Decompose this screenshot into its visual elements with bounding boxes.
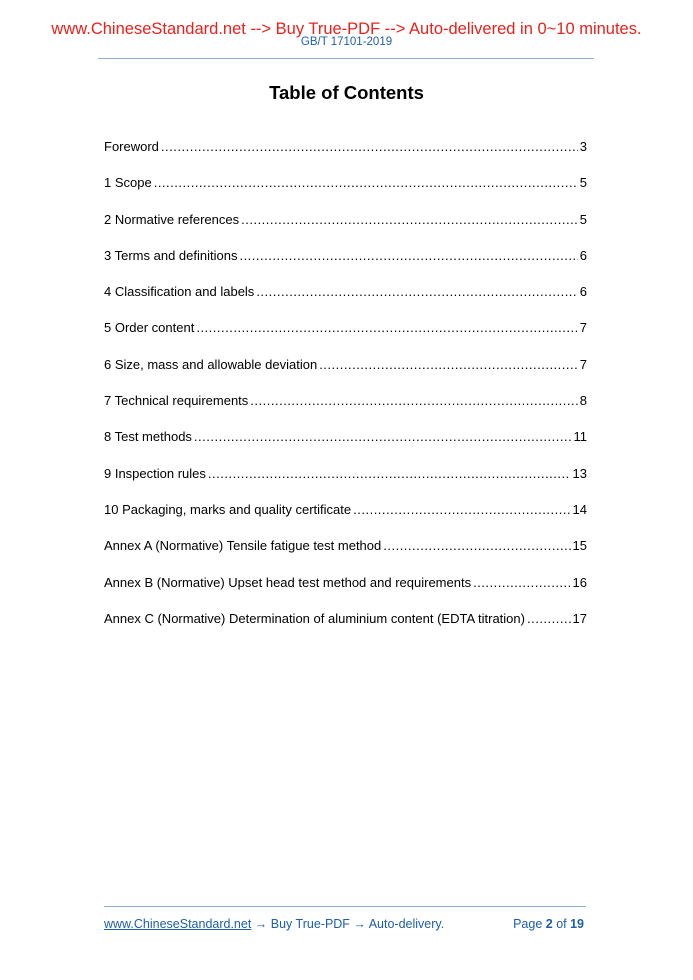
toc-entry-label: Annex C (Normative) Determination of aluminium content (EDTA titration) (104, 610, 525, 626)
toc-entry-page: 17 (572, 610, 587, 626)
toc-entry-page: 5 (579, 175, 587, 191)
toc-dot-leader (154, 174, 578, 192)
toc-dot-leader (256, 283, 577, 301)
toc-entry-packaging-marks-certificate[interactable] (104, 501, 587, 537)
toc-entry-label: 2 Normative references (104, 211, 240, 227)
toc-list (104, 138, 587, 646)
toc-entry-label: 1 Scope (104, 175, 152, 191)
header-divider (98, 58, 594, 59)
toc-dot-leader (194, 428, 572, 446)
page-prefix: Page (513, 917, 546, 931)
toc-entry-label: Annex A (Normative) Tensile fatigue test method (104, 538, 382, 554)
toc-dot-leader (473, 574, 570, 592)
toc-entry-label: 10 Packaging, marks and quality certificate (104, 501, 352, 517)
toc-entry-label: 4 Classification and labels (104, 284, 255, 300)
toc-entry-label: 3 Terms and definitions (104, 247, 238, 263)
toc-entry-page: 13 (572, 465, 587, 481)
toc-entry-page: 6 (579, 284, 587, 300)
toc-entry-terms-and-definitions[interactable] (104, 247, 587, 283)
footer-divider (104, 906, 586, 907)
toc-entry-label: 5 Order content (104, 320, 195, 336)
toc-entry-technical-requirements[interactable] (104, 392, 587, 428)
toc-dot-leader (196, 319, 577, 337)
page-indicator (513, 915, 584, 933)
total-pages-number: 19 (570, 917, 584, 931)
toc-entry-foreword[interactable] (104, 138, 587, 174)
toc-dot-leader (241, 211, 578, 229)
toc-entry-page: 5 (579, 211, 587, 227)
toc-entry-test-methods[interactable] (104, 428, 587, 464)
toc-entry-page: 16 (572, 574, 587, 590)
toc-dot-leader (527, 610, 571, 628)
toc-entry-scope[interactable] (104, 174, 587, 210)
toc-entry-annex-b[interactable] (104, 574, 587, 610)
toc-dot-leader (239, 247, 577, 265)
footer-promo-text: → Buy True-PDF → Auto-delivery. (251, 917, 445, 931)
toc-entry-label: 7 Technical requirements (104, 393, 249, 409)
promo-banner: www.ChineseStandard.net --> Buy True-PDF --> Auto-delivered in 0~10 minutes. (51, 20, 642, 38)
toc-entry-page: 3 (579, 139, 587, 154)
toc-dot-leader (161, 138, 578, 156)
toc-entry-page: 7 (579, 320, 587, 336)
toc-dot-leader (208, 465, 571, 483)
toc-entry-label: 9 Inspection rules (104, 465, 206, 481)
toc-dot-leader (319, 356, 578, 374)
website-link[interactable]: www.ChineseStandard.net (104, 917, 252, 931)
toc-entry-label: 8 Test methods (104, 429, 192, 445)
document-code: GB/T 17101-2019 (300, 36, 393, 48)
toc-dot-leader (383, 537, 570, 555)
page-of-text: of (552, 917, 571, 931)
toc-entry-page: 6 (579, 247, 587, 263)
toc-entry-label: Annex B (Normative) Upset head test method and requirements (104, 574, 472, 590)
toc-entry-normative-references[interactable] (104, 211, 587, 247)
toc-entry-page: 11 (573, 429, 587, 445)
toc-entry-page: 7 (579, 356, 587, 372)
current-page-number: 2 (545, 917, 553, 931)
toc-entry-annex-c[interactable] (104, 610, 587, 646)
toc-entry-page: 14 (572, 501, 587, 517)
toc-entry-size-mass-deviation[interactable] (104, 356, 587, 392)
toc-entry-order-content[interactable] (104, 319, 587, 355)
toc-dot-leader (250, 392, 577, 410)
page-title: Table of Contents (269, 82, 424, 103)
toc-entry-label: Foreword (104, 139, 159, 154)
toc-entry-inspection-rules[interactable] (104, 465, 587, 501)
toc-entry-page: 8 (579, 393, 587, 409)
page-footer (104, 915, 586, 933)
toc-dot-leader (353, 501, 570, 519)
footer-promo (104, 915, 444, 933)
toc-entry-label: 6 Size, mass and allowable deviation (104, 356, 318, 372)
toc-entry-classification-and-labels[interactable] (104, 283, 587, 319)
toc-entry-page: 15 (572, 538, 587, 554)
toc-entry-annex-a[interactable] (104, 537, 587, 573)
